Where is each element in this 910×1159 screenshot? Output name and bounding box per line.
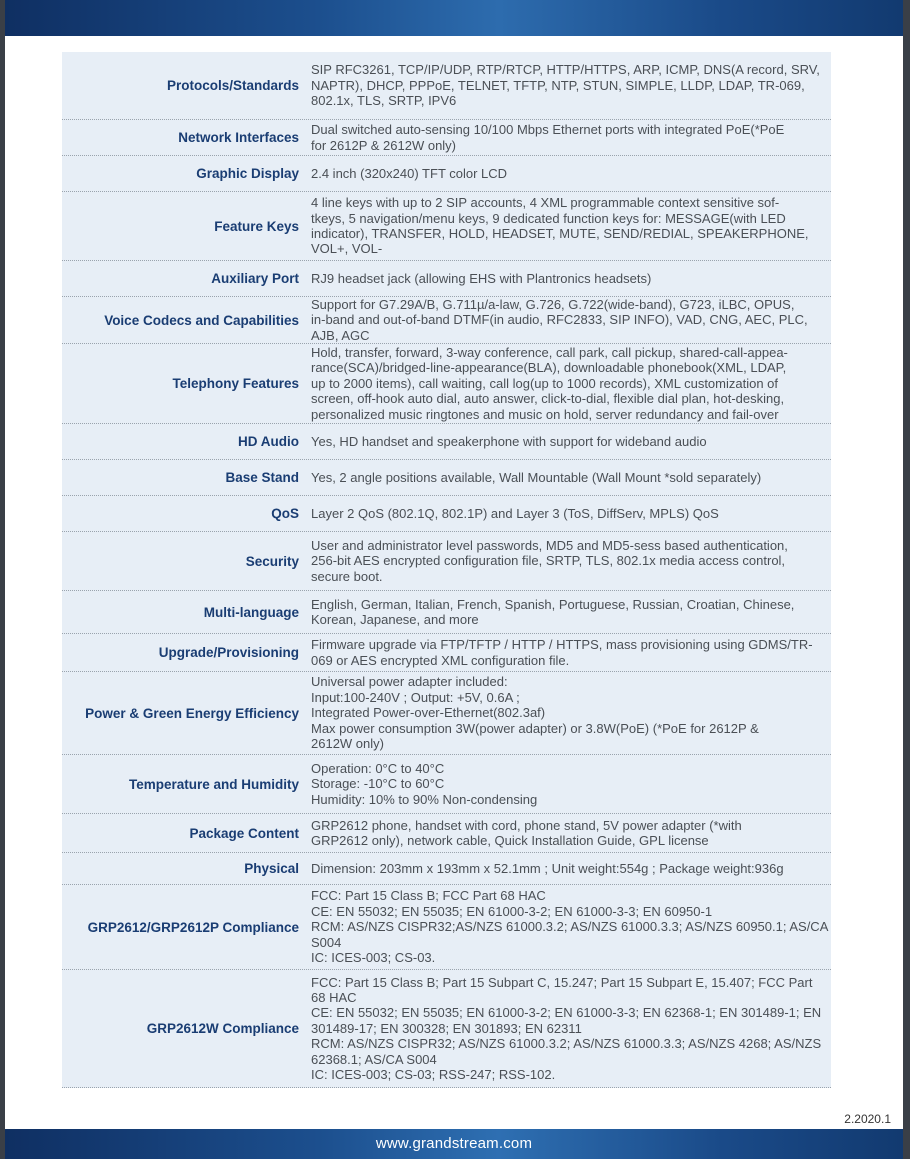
spec-label: Temperature and Humidity bbox=[128, 776, 299, 792]
spec-value bbox=[305, 814, 831, 852]
header-band bbox=[5, 0, 903, 36]
spec-row bbox=[62, 192, 831, 261]
spec-label: QoS bbox=[271, 506, 299, 521]
spec-value bbox=[305, 755, 831, 813]
spec-value-line: English, German, Italian, French, Spanish, Portuguese, Russian, Croatian, Chinese, bbox=[311, 596, 795, 612]
spec-value-line: 802.1x, TLS, SRTP, IPV6 bbox=[311, 93, 457, 109]
spec-value-line: Firmware upgrade via FTP/TFTP / HTTP / HTTPS, mass provisioning using GDMS/TR- bbox=[311, 637, 813, 653]
spec-value-line: Max power consumption 3W(power adapter) or 3.8W(PoE) (*PoE for 2612P & bbox=[311, 720, 759, 736]
spec-value-line: Universal power adapter included: bbox=[311, 674, 508, 690]
spec-row bbox=[62, 120, 831, 156]
spec-value-line: GRP2612 phone, handset with cord, phone stand, 5V power adapter (*with bbox=[311, 817, 742, 833]
spec-value-line: Operation: 0°C to 40°C bbox=[311, 760, 445, 776]
spec-value-line: Korean, Japanese, and more bbox=[311, 612, 479, 627]
spec-value-line: Layer 2 QoS (802.1Q, 802.1P) and Layer 3 (ToS, DiffServ, MPLS) QoS bbox=[311, 505, 719, 521]
spec-value bbox=[305, 885, 834, 969]
spec-value-line: VOL+, VOL- bbox=[311, 241, 383, 257]
spec-value-line: FCC: Part 15 Class B; FCC Part 68 HAC bbox=[311, 888, 546, 904]
spec-label: Network Interfaces bbox=[178, 130, 299, 145]
spec-value-line: Yes, 2 angle positions available, Wall Mountable (Wall Mount *sold separately) bbox=[311, 469, 762, 485]
spec-value-line: screen, off-hook auto dial, auto answer, click-to-dial, flexible dial plan, hot-desking, bbox=[311, 391, 785, 407]
spec-value-line: Dimension: 203mm x 193mm x 52.1mm ; Unit weight:554g ; Package weight:936g bbox=[311, 860, 784, 876]
spec-value-line: Dual switched auto-sensing 10/100 Mbps Ethernet ports with integrated PoE(*PoE bbox=[311, 122, 785, 138]
footer-band bbox=[5, 1129, 903, 1159]
spec-row bbox=[62, 755, 831, 814]
spec-value-line: 68 HAC bbox=[311, 989, 357, 1005]
spec-value-line: Yes, HD handset and speakerphone with support for wideband audio bbox=[311, 433, 707, 449]
spec-value bbox=[305, 156, 831, 191]
spec-value bbox=[305, 634, 831, 671]
spec-value bbox=[305, 496, 831, 531]
spec-value-line: RJ9 headset jack (allowing EHS with Plantronics headsets) bbox=[311, 270, 652, 286]
spec-label: HD Audio bbox=[238, 434, 299, 449]
spec-value bbox=[305, 120, 831, 155]
spec-value-line: 069 or AES encrypted XML configuration file. bbox=[311, 652, 570, 668]
spec-label: Package Content bbox=[189, 825, 299, 841]
spec-label: Auxiliary Port bbox=[211, 271, 299, 286]
spec-value-line: for 2612P & 2612W only) bbox=[311, 137, 457, 153]
spec-value bbox=[305, 460, 831, 495]
spec-value bbox=[305, 297, 831, 343]
spec-value-line: Input:100-240V ; Output: +5V, 0.6A ; bbox=[311, 689, 520, 705]
spec-label: Protocols/Standards bbox=[166, 78, 299, 93]
spec-value-line: SIP RFC3261, TCP/IP/UDP, RTP/RTCP, HTTP/HTTPS, ARP, ICMP, DNS(A record, SRV, bbox=[311, 62, 820, 78]
spec-label: Telephony Features bbox=[172, 376, 299, 391]
spec-table bbox=[62, 52, 831, 1088]
spec-value-line: FCC: Part 15 Class B; Part 15 Subpart C, 15.247; Part 15 Subpart E, 15.407; FCC Part bbox=[311, 974, 813, 990]
spec-value-line: CE: EN 55032; EN 55035; EN 61000-3-2; EN 61000-3-3; EN 60950-1 bbox=[311, 903, 713, 919]
spec-value bbox=[305, 344, 831, 423]
spec-row bbox=[62, 591, 831, 634]
spec-value bbox=[305, 424, 831, 459]
spec-row bbox=[62, 634, 831, 672]
spec-value-line: Storage: -10°C to 60°C bbox=[311, 776, 445, 792]
spec-label: GRP2612W Compliance bbox=[146, 1021, 299, 1036]
spec-label: Base Stand bbox=[225, 470, 299, 485]
spec-row bbox=[62, 496, 831, 532]
spec-label: GRP2612/GRP2612P Compliance bbox=[87, 919, 299, 935]
spec-value-line: Hold, transfer, forward, 3-way conference, call park, call pickup, shared-call-appea- bbox=[311, 344, 788, 360]
spec-label: Upgrade/Provisioning bbox=[158, 645, 299, 660]
spec-value-line: rance(SCA)/bridged-line-appearance(BLA), downloadable phonebook(XML, LDAP, bbox=[311, 360, 787, 376]
spec-value-line: S004 bbox=[311, 934, 342, 950]
spec-value-line: GRP2612 only), network cable, Quick Installation Guide, GPL license bbox=[311, 833, 709, 848]
spec-value-line: 2612W only) bbox=[311, 736, 384, 752]
spec-value-line: 62368.1; AS/CA S004 bbox=[311, 1051, 437, 1067]
spec-row bbox=[62, 853, 831, 885]
spec-row bbox=[62, 156, 831, 192]
spec-label: Security bbox=[245, 553, 299, 569]
spec-label: Power & Green Energy Efficiency bbox=[85, 705, 299, 721]
spec-sheet-page bbox=[5, 0, 903, 1159]
spec-row bbox=[62, 344, 831, 424]
spec-value-line: in-band and out-of-band DTMF(in audio, RFC2833, SIP INFO), VAD, CNG, AEC, PLC, bbox=[311, 312, 808, 328]
spec-value-line: IC: ICES-003; CS-03. bbox=[311, 950, 436, 966]
spec-value-line: Humidity: 10% to 90% Non-condensing bbox=[311, 791, 538, 807]
spec-value-line: indicator), TRANSFER, HOLD, HEADSET, MUTE, SEND/REDIAL, SPEAKERPHONE, bbox=[311, 226, 809, 241]
spec-value bbox=[305, 532, 831, 590]
spec-label: Multi-language bbox=[203, 604, 299, 620]
footer-url[interactable]: www.grandstream.com bbox=[375, 1135, 533, 1152]
spec-value-line: 2.4 inch (320x240) TFT color LCD bbox=[311, 165, 508, 181]
spec-value-line: secure boot. bbox=[311, 568, 383, 584]
spec-value-line: AJB, AGC bbox=[311, 327, 370, 343]
spec-value bbox=[305, 853, 831, 884]
spec-value bbox=[305, 672, 831, 754]
spec-value bbox=[305, 591, 831, 633]
spec-value-line: personalized music ringtones and music on hold, server redundancy and fail-over bbox=[311, 406, 779, 422]
spec-value-line: User and administrator level passwords, MD5 and MD5-sess based authentication, bbox=[311, 537, 788, 553]
spec-value bbox=[305, 970, 831, 1087]
spec-value-line: RCM: AS/NZS CISPR32;AS/NZS 61000.3.2; AS/NZS 61000.3.3; AS/NZS 60950.1; AS/CA bbox=[311, 919, 829, 935]
spec-value bbox=[305, 52, 831, 119]
spec-value-line: CE: EN 55032; EN 55035; EN 61000-3-2; EN 61000-3-3; EN 62368-1; EN 301489-1; EN bbox=[311, 1005, 822, 1021]
spec-value-line: 256-bit AES encrypted configuration file, SRTP, TLS, 802.1x media access control, bbox=[311, 553, 786, 569]
spec-row bbox=[62, 424, 831, 460]
spec-row bbox=[62, 970, 831, 1088]
spec-label: Physical bbox=[244, 861, 299, 876]
spec-value-line: IC: ICES-003; CS-03; RSS-247; RSS-102. bbox=[311, 1067, 556, 1083]
spec-value-line: up to 2000 items), call waiting, call log(up to 1000 records), XML customization of bbox=[311, 375, 779, 391]
spec-label: Graphic Display bbox=[196, 166, 299, 181]
spec-value-line: RCM: AS/NZS CISPR32; AS/NZS 61000.3.2; AS/NZS 61000.3.3; AS/NZS 4268; AS/NZS bbox=[311, 1036, 822, 1052]
spec-label: Feature Keys bbox=[214, 218, 299, 234]
spec-value bbox=[305, 192, 831, 260]
spec-value-line: Support for G7.29A/B, G.711µ/a-law, G.726, G.722(wide-band), G723, iLBC, OPUS, bbox=[311, 296, 795, 312]
spec-row bbox=[62, 460, 831, 496]
spec-row bbox=[62, 52, 831, 120]
spec-value-line: Integrated Power-over-Ethernet(802.3af) bbox=[311, 705, 546, 721]
spec-row bbox=[62, 814, 831, 853]
spec-row bbox=[62, 885, 831, 970]
spec-row bbox=[62, 297, 831, 344]
spec-value-line: 4 line keys with up to 2 SIP accounts, 4 XML programmable context sensitive sof- bbox=[311, 195, 780, 211]
spec-row bbox=[62, 672, 831, 755]
spec-value bbox=[305, 261, 831, 296]
document-version: 2.2020.1 bbox=[844, 1112, 891, 1126]
spec-value-line: 301489-17; EN 300328; EN 301893; EN 62311 bbox=[311, 1020, 582, 1036]
spec-value-line: tkeys, 5 navigation/menu keys, 9 dedicated function keys for: MESSAGE(with LED bbox=[311, 210, 786, 226]
spec-label: Voice Codecs and Capabilities bbox=[104, 312, 299, 328]
spec-row bbox=[62, 532, 831, 591]
spec-row bbox=[62, 261, 831, 297]
spec-value-line: NAPTR), DHCP, PPPoE, TELNET, TFTP, NTP, STUN, SIMPLE, LLDP, LDAP, TR-069, bbox=[311, 77, 805, 93]
